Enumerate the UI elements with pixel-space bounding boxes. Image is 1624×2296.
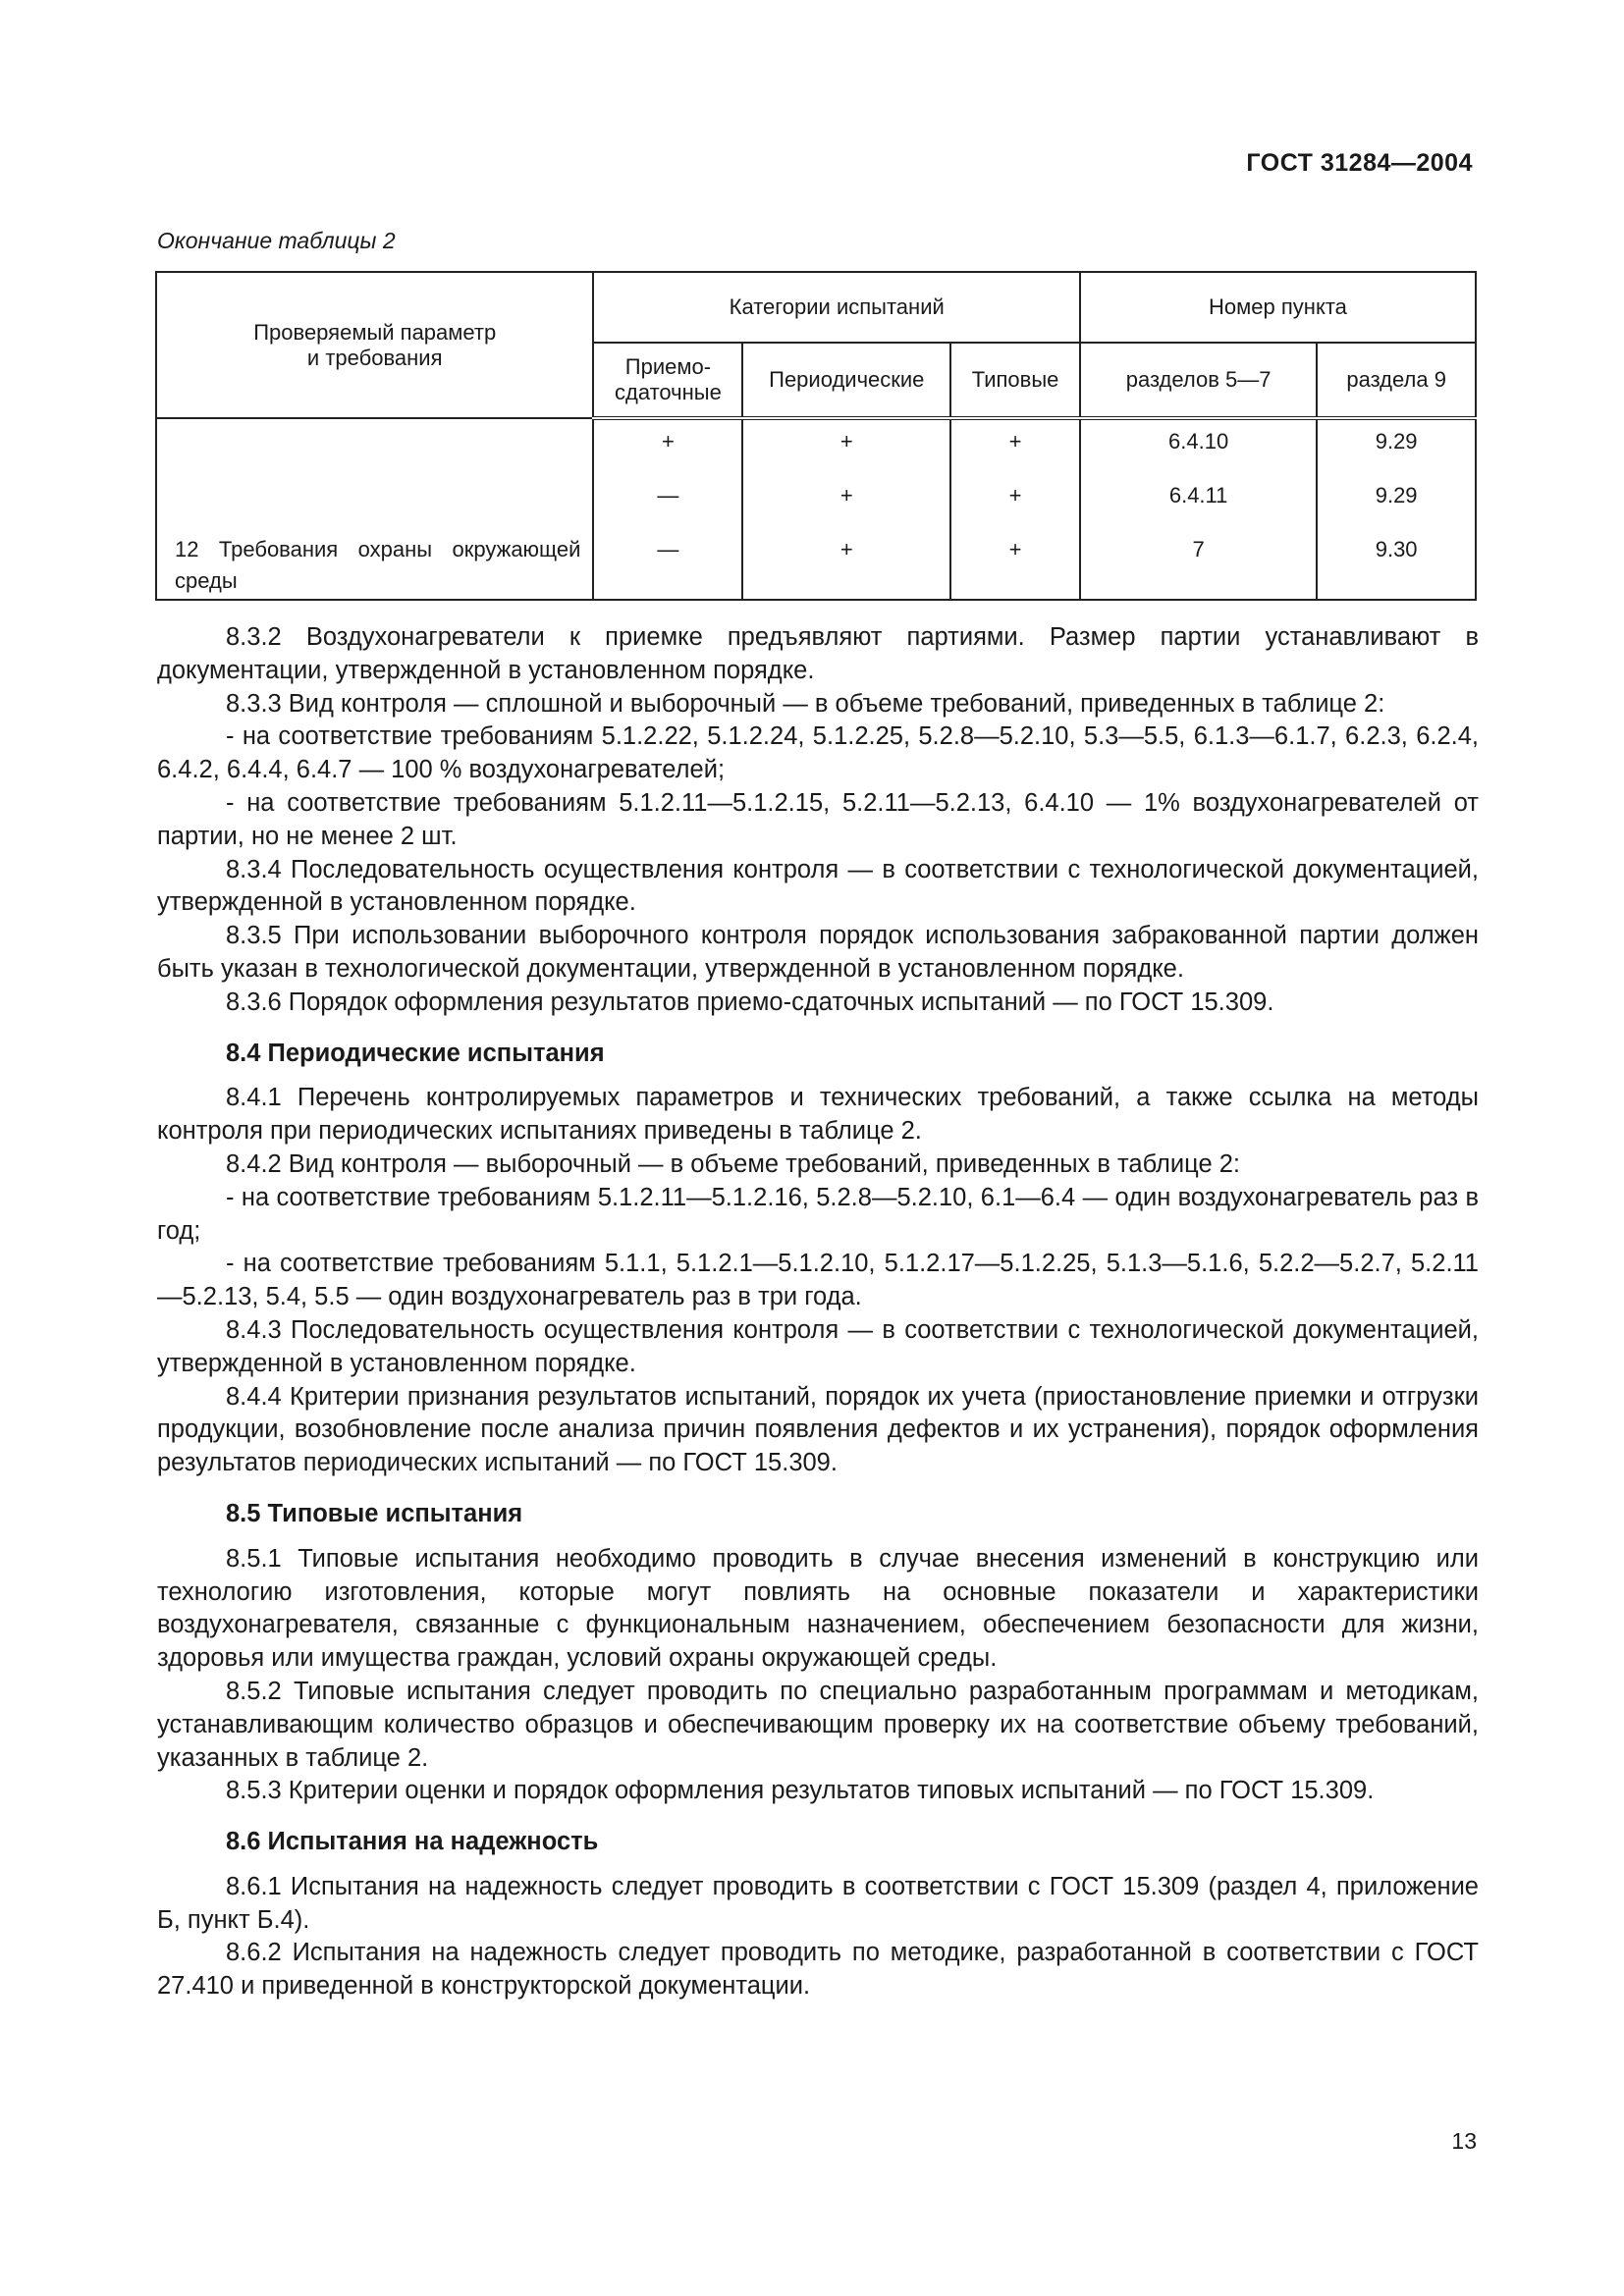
cell-sections-5-7: 6.4.11 <box>1080 474 1317 528</box>
table-row <box>156 474 1476 528</box>
cell-acceptance: + <box>593 418 742 474</box>
list-item: - на соответствие требованиям 5.1.2.11—5.1.2.15, 5.2.11—5.2.13, 6.4.10 — 1% воздухонагревателей от партии, но не менее 2 шт. <box>157 788 1479 850</box>
paragraph-8-3-5: 8.3.5 При использовании выборочного контроля порядок использования забракованной партии должен быть указан в технологической документации, утвержденной в установленном порядке. <box>157 922 1479 983</box>
cell-param <box>156 418 593 474</box>
header-acceptance: Приемо-сдаточные <box>593 343 742 418</box>
table-caption: Окончание таблицы 2 <box>157 228 396 253</box>
cell-sections-5-7: 6.4.10 <box>1080 418 1317 474</box>
cell-periodic: + <box>742 474 950 528</box>
header-type: Типовые <box>950 343 1080 418</box>
paragraph-8-3-2: 8.3.2 Воздухонагреватели к приемке предъявляют партиями. Размер партии устанавливают в документации, утвержденной в установленном порядке. <box>157 623 1479 684</box>
paragraph-8-3-3: 8.3.3 Вид контроля — сплошной и выборочный — в объеме требований, приведенных в таблице 2: <box>226 689 1385 718</box>
paragraph-8-4-3: 8.4.3 Последовательность осуществления контроля — в соответствии с технологической документацией, утвержденной в установленном порядке. <box>157 1315 1479 1377</box>
cell-periodic: + <box>742 528 950 600</box>
table-row <box>156 528 1476 600</box>
header-categories: Категории испытаний <box>593 272 1080 343</box>
body-text <box>157 621 1479 2003</box>
cell-param <box>156 474 593 528</box>
cell-section-9: 9.29 <box>1317 418 1476 474</box>
header-periodic: Периодические <box>742 343 950 418</box>
cell-acceptance: — <box>593 528 742 600</box>
cell-section-9: 9.30 <box>1317 528 1476 600</box>
paragraph-8-5-3: 8.5.3 Критерии оценки и порядок оформления результатов типовых испытаний — по ГОСТ 15.309. <box>226 1777 1375 1805</box>
test-categories-table <box>155 271 1477 601</box>
cell-periodic: + <box>742 418 950 474</box>
header-clause: Номер пункта <box>1080 272 1476 343</box>
list-item: - на соответствие требованиям 5.1.1, 5.1.2.1—5.1.2.10, 5.1.2.17—5.1.2.25, 5.1.3—5.1.6, 5.2.2—5.2.7, 5.2.11—5.2.13, 5.4, 5.5 — один воздухонагреватель раз в три года. <box>157 1250 1479 1311</box>
cell-section-9: 9.29 <box>1317 474 1476 528</box>
cell-param: 12 Требования охраны окружающей среды <box>156 528 593 600</box>
section-heading-8-5: 8.5 Типовые испытания <box>226 1499 523 1527</box>
paragraph-8-4-1: 8.4.1 Перечень контролируемых параметров и технических требований, а также ссылка на методы контроля при периодических испытаниях приведены в таблице 2. <box>157 1084 1479 1146</box>
document-designation: ГОСТ 31284—2004 <box>1246 149 1473 177</box>
header-param: Проверяемый параметр и требования <box>156 272 593 418</box>
cell-type: + <box>950 474 1080 528</box>
paragraph-8-6-2: 8.6.2 Испытания на надежность следует проводить по методике, разработанной в соответствии с ГОСТ 27.410 и приведенной в конструкторской документации. <box>157 1939 1479 2001</box>
list-item: - на соответствие требованиям 5.1.2.22, 5.1.2.24, 5.1.2.25, 5.2.8—5.2.10, 5.3—5.5, 6.1.3—6.1.7, 6.2.3, 6.2.4, 6.4.2, 6.4.4, 6.4.7 — 100 % воздухонагревателей; <box>157 722 1479 784</box>
paragraph-8-3-4: 8.3.4 Последовательность осуществления контроля — в соответствии с технологической документацией, утвержденной в установленном порядке. <box>157 855 1479 917</box>
paragraph-8-5-2: 8.5.2 Типовые испытания следует проводить по специально разработанным программам и методикам, устанавливающим количество образцов и обеспечивающим проверку их на соответствие объему требований, указанных в таблице 2. <box>157 1677 1479 1772</box>
cell-sections-5-7: 7 <box>1080 528 1317 600</box>
cell-type: + <box>950 418 1080 474</box>
paragraph-8-4-2: 8.4.2 Вид контроля — выборочный — в объеме требований, приведенных в таблице 2: <box>226 1149 1240 1178</box>
section-heading-8-4: 8.4 Периодические испытания <box>226 1039 605 1067</box>
table-row <box>156 418 1476 474</box>
cell-type: + <box>950 528 1080 600</box>
header-sections-5-7: разделов 5—7 <box>1080 343 1317 418</box>
page-number: 13 <box>1451 2128 1477 2154</box>
paragraph-8-4-4: 8.4.4 Критерии признания результатов испытаний, порядок их учета (приостановление приемки и отгрузки продукции, возобновление после анализа причин появления дефектов и их устранения), порядок оформления результатов периодических испытаний — по ГОСТ 15.309. <box>157 1382 1479 1477</box>
paragraph-8-5-1: 8.5.1 Типовые испытания необходимо проводить в случае внесения изменений в конструкцию или технологию изготовления, которые могут повлиять на основные показатели и характеристики воздухонагревателя, связанные с функциональным назначением, обеспечением безопасности для жизни, здоровья или имущества граждан, условий охраны окружающей среды. <box>157 1544 1479 1673</box>
paragraph-8-6-1: 8.6.1 Испытания на надежность следует проводить в соответствии с ГОСТ 15.309 (раздел 4, приложение Б, пункт Б.4). <box>157 1872 1479 1934</box>
cell-acceptance: — <box>593 474 742 528</box>
header-section-9: раздела 9 <box>1317 343 1476 418</box>
paragraph-8-3-6: 8.3.6 Порядок оформления результатов приемо-сдаточных испытаний — по ГОСТ 15.309. <box>226 988 1274 1016</box>
section-heading-8-6: 8.6 Испытания на надежность <box>226 1828 599 1856</box>
list-item: - на соответствие требованиям 5.1.2.11—5.1.2.16, 5.2.8—5.2.10, 6.1—6.4 — один воздухонагреватель раз в год; <box>157 1183 1479 1245</box>
